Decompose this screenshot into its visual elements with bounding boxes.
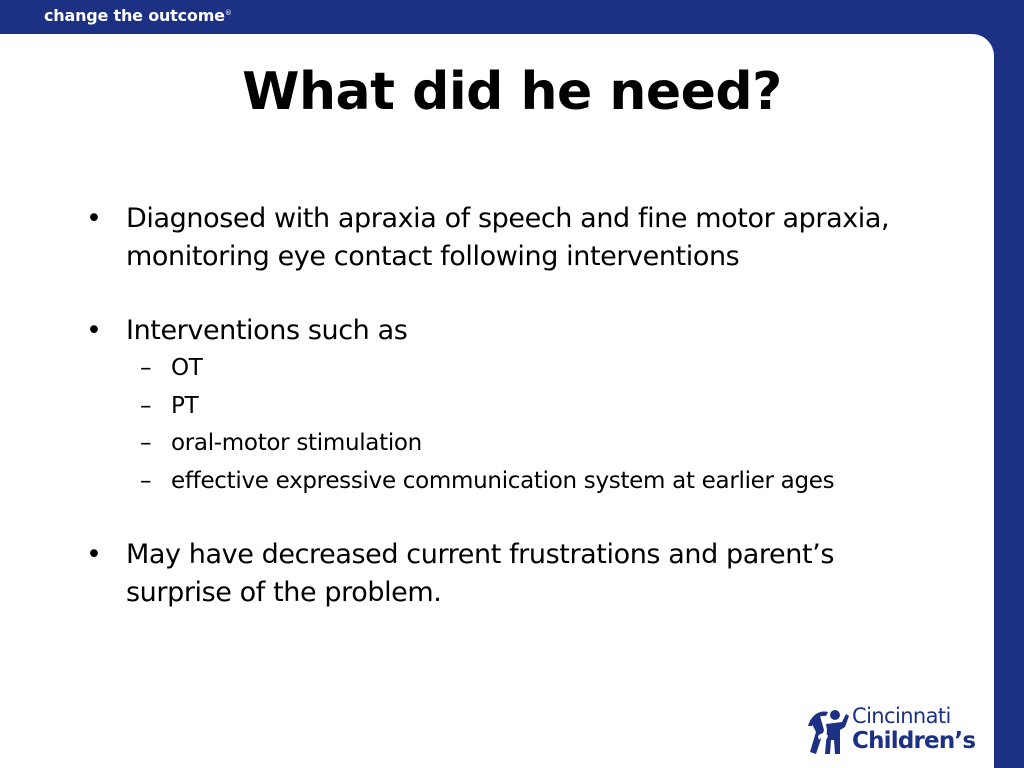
sub-bullet-text: effective expressive communication system at earlier ages bbox=[171, 467, 835, 494]
registered-mark: ® bbox=[224, 9, 232, 17]
dash-icon: – bbox=[140, 355, 152, 381]
bullet-text: Diagnosed with apraxia of speech and fine motor apraxia, monitoring eye contact following interventions bbox=[126, 203, 890, 272]
slide-title: What did he need? bbox=[242, 62, 782, 122]
sub-bullet-list bbox=[126, 350, 946, 500]
sub-bullet-text: oral-motor stimulation bbox=[171, 430, 422, 456]
logo-line-2: Children’s bbox=[852, 728, 976, 754]
sub-bullet-item bbox=[126, 425, 946, 463]
childrens-figure-icon bbox=[806, 706, 850, 756]
cincinnati-childrens-logo bbox=[806, 704, 990, 760]
logo-text bbox=[852, 704, 975, 754]
sub-bullet-text: OT bbox=[171, 355, 203, 381]
bullet-item bbox=[86, 536, 946, 612]
tagline-text: change the outcome bbox=[44, 6, 225, 25]
bullet-dot-icon: • bbox=[86, 539, 102, 570]
sub-bullet-text: PT bbox=[171, 392, 199, 419]
dash-icon: – bbox=[140, 467, 152, 494]
sub-bullet-item bbox=[126, 350, 946, 388]
bullet-item bbox=[86, 312, 946, 500]
dash-icon: – bbox=[140, 392, 152, 419]
bullet-item bbox=[86, 200, 946, 276]
sub-bullet-item bbox=[126, 463, 946, 501]
sub-bullet-item bbox=[126, 388, 946, 426]
bullet-dot-icon: • bbox=[86, 203, 102, 234]
bullet-dot-icon: • bbox=[86, 315, 102, 346]
bullet-list bbox=[86, 200, 946, 612]
tagline bbox=[44, 6, 232, 25]
dash-icon: – bbox=[140, 430, 152, 456]
bullet-text: May have decreased current frustrations and parent’s surprise of the problem. bbox=[126, 539, 834, 608]
bullet-text: Interventions such as bbox=[126, 315, 408, 346]
logo-line-1: Cincinnati bbox=[852, 704, 951, 728]
